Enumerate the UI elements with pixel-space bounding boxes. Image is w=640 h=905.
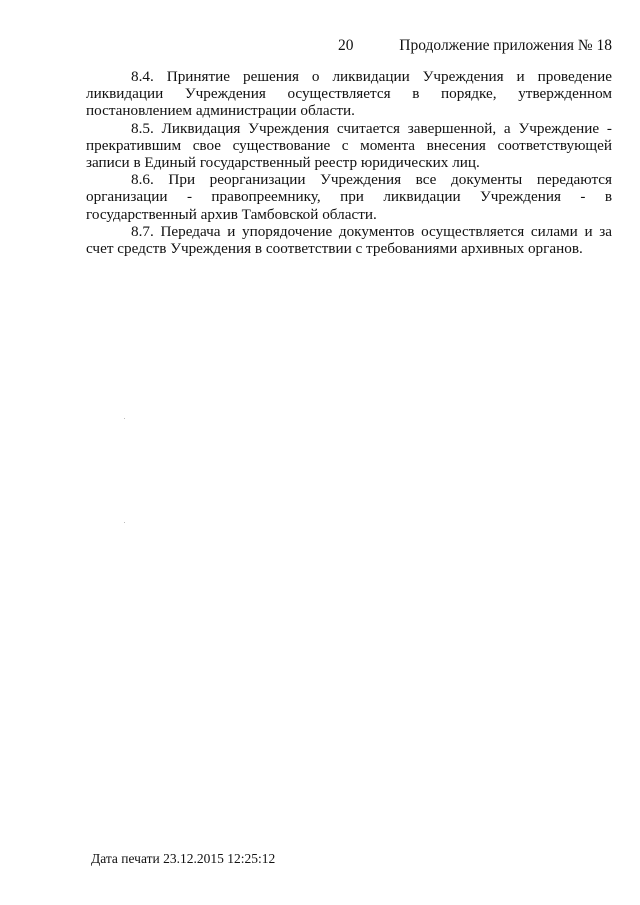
paragraph-8-6: 8.6. При реорганизации Учреждения все документы передаются организации - правопреемнику, при ликвидации Учреждения - в государственный архив Тамбовской области. xyxy=(86,171,612,223)
scan-speck xyxy=(124,522,125,523)
scan-speck xyxy=(124,418,125,419)
print-date-footer: Дата печати 23.12.2015 12:25:12 xyxy=(91,851,276,866)
paragraph-8-5: 8.5. Ликвидация Учреждения считается завершенной, а Учреждение - прекратившим свое существование с момента внесения соответствующей записи в Единый государственный реестр юридических лиц. xyxy=(86,119,612,172)
page-number: 20 xyxy=(338,37,354,54)
appendix-continuation-label: Продолжение приложения № 18 xyxy=(399,37,612,54)
page-header xyxy=(86,36,612,56)
document-body xyxy=(86,68,612,257)
paragraph-8-7: 8.7. Передача и упорядочение документов осуществляется силами и за счет средств Учреждения в соответствии с требованиями архивных органов. xyxy=(86,222,612,258)
paragraph-8-4: 8.4. Принятие решения о ликвидации Учреждения и проведение ликвидации Учреждения осуществляется в порядке, утвержденном постановлением администрации области. xyxy=(86,68,612,120)
